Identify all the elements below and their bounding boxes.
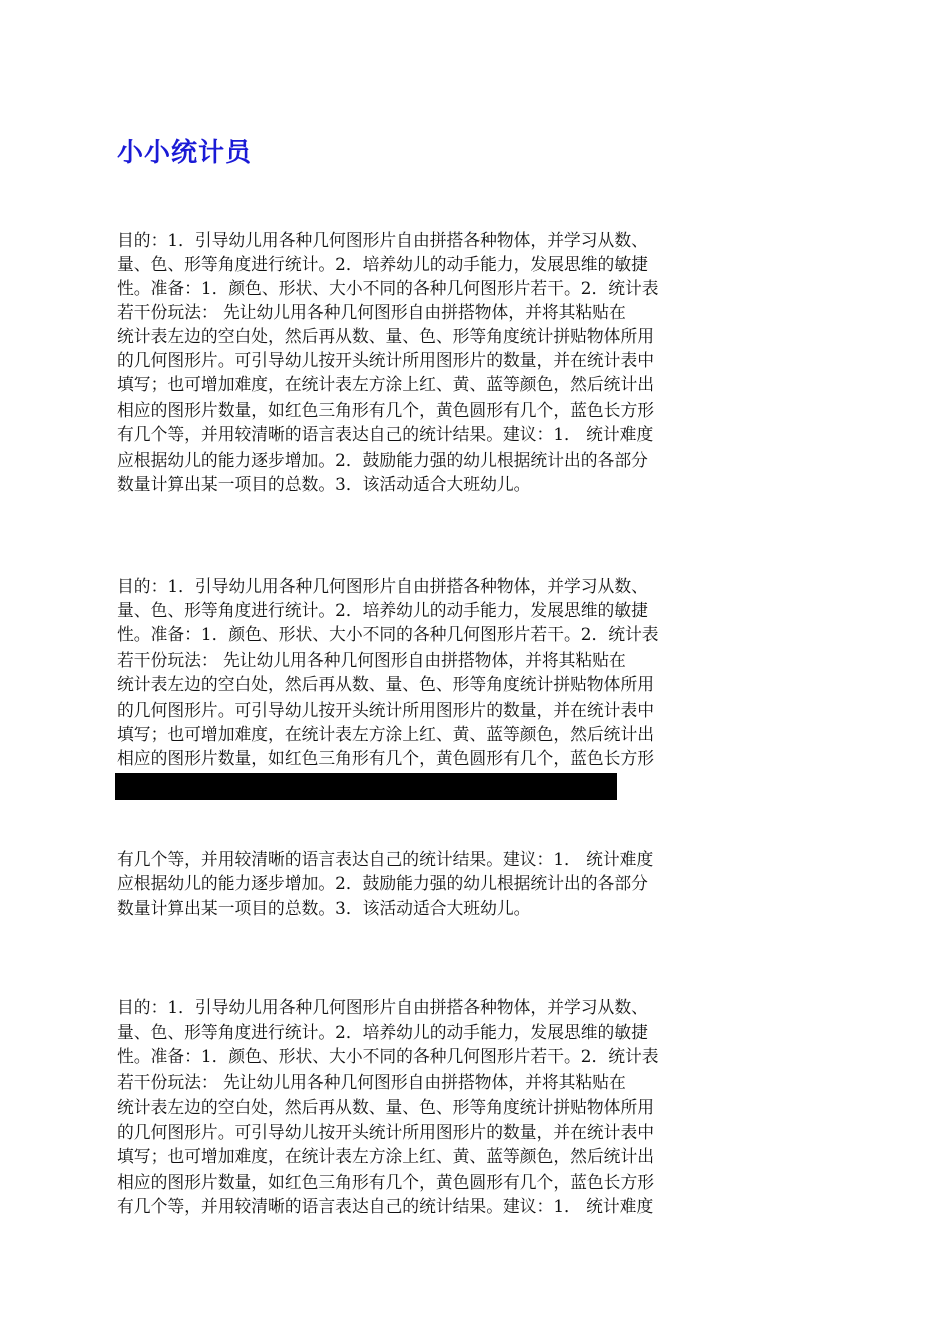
text-line: 数量计算出某一项目的总数。3．该活动适合大班幼儿。 — [117, 474, 531, 494]
text-line: 填写；也可增加难度，在统计表左方涂上红、黄、蓝等颜色，然后统计出 — [117, 1146, 655, 1166]
text-line: 相应的图形片数量，如红色三角形有几个，黄色圆形有几个，蓝色长方形 — [117, 1172, 655, 1192]
document-title: 小小统计员 — [117, 138, 253, 168]
text-line: 性。准备：1．颜色、形状、大小不同的各种几何图形片若干。2．统计表 — [117, 278, 659, 298]
text-line: 有几个等，并用较清晰的语言表达自己的统计结果。建议：1． 统计难度 — [117, 849, 654, 869]
text-line: 的几何图形片。可引导幼儿按开头统计所用图形片的数量，并在统计表中 — [117, 700, 655, 720]
text-line: 统计表左边的空白处，然后再从数、量、色、形等角度统计拼贴物体所用 — [117, 1097, 655, 1117]
text-line: 量、色、形等角度进行统计。2．培养幼儿的动手能力，发展思维的敏捷 — [117, 1022, 648, 1042]
text-line: 统计表左边的空白处，然后再从数、量、色、形等角度统计拼贴物体所用 — [117, 326, 655, 346]
text-line: 相应的图形片数量，如红色三角形有几个，黄色圆形有几个，蓝色长方形 — [117, 400, 655, 420]
text-line: 量、色、形等角度进行统计。2．培养幼儿的动手能力，发展思维的敏捷 — [117, 600, 648, 620]
text-line: 相应的图形片数量，如红色三角形有几个，黄色圆形有几个，蓝色长方形 — [117, 748, 655, 768]
text-line: 性。准备：1．颜色、形状、大小不同的各种几何图形片若干。2．统计表 — [117, 1046, 659, 1066]
text-line: 目的：1．引导幼儿用各种几何图形片自由拼搭各种物体，并学习从数、 — [117, 997, 648, 1017]
text-line: 的几何图形片。可引导幼儿按开头统计所用图形片的数量，并在统计表中 — [117, 350, 655, 370]
text-line: 目的：1．引导幼儿用各种几何图形片自由拼搭各种物体，并学习从数、 — [117, 576, 648, 596]
text-line: 若干份玩法： 先让幼儿用各种几何图形自由拼搭物体，并将其粘贴在 — [117, 1072, 626, 1092]
text-line: 数量计算出某一项目的总数。3．该活动适合大班幼儿。 — [117, 898, 531, 918]
redaction-bar — [115, 773, 617, 800]
text-line: 统计表左边的空白处，然后再从数、量、色、形等角度统计拼贴物体所用 — [117, 674, 655, 694]
text-line: 若干份玩法： 先让幼儿用各种几何图形自由拼搭物体，并将其粘贴在 — [117, 302, 626, 322]
text-line: 性。准备：1．颜色、形状、大小不同的各种几何图形片若干。2．统计表 — [117, 624, 659, 644]
text-line: 填写；也可增加难度，在统计表左方涂上红、黄、蓝等颜色，然后统计出 — [117, 724, 655, 744]
text-line: 应根据幼儿的能力逐步增加。2．鼓励能力强的幼儿根据统计出的各部分 — [117, 450, 648, 470]
text-line: 有几个等，并用较清晰的语言表达自己的统计结果。建议：1． 统计难度 — [117, 1196, 654, 1216]
text-line: 量、色、形等角度进行统计。2．培养幼儿的动手能力，发展思维的敏捷 — [117, 254, 648, 274]
text-line: 应根据幼儿的能力逐步增加。2．鼓励能力强的幼儿根据统计出的各部分 — [117, 873, 648, 893]
text-line: 若干份玩法： 先让幼儿用各种几何图形自由拼搭物体，并将其粘贴在 — [117, 650, 626, 670]
text-line: 有几个等，并用较清晰的语言表达自己的统计结果。建议：1． 统计难度 — [117, 424, 654, 444]
text-line: 填写；也可增加难度，在统计表左方涂上红、黄、蓝等颜色，然后统计出 — [117, 374, 655, 394]
text-line: 目的：1．引导幼儿用各种几何图形片自由拼搭各种物体，并学习从数、 — [117, 230, 648, 250]
text-line: 的几何图形片。可引导幼儿按开头统计所用图形片的数量，并在统计表中 — [117, 1122, 655, 1142]
